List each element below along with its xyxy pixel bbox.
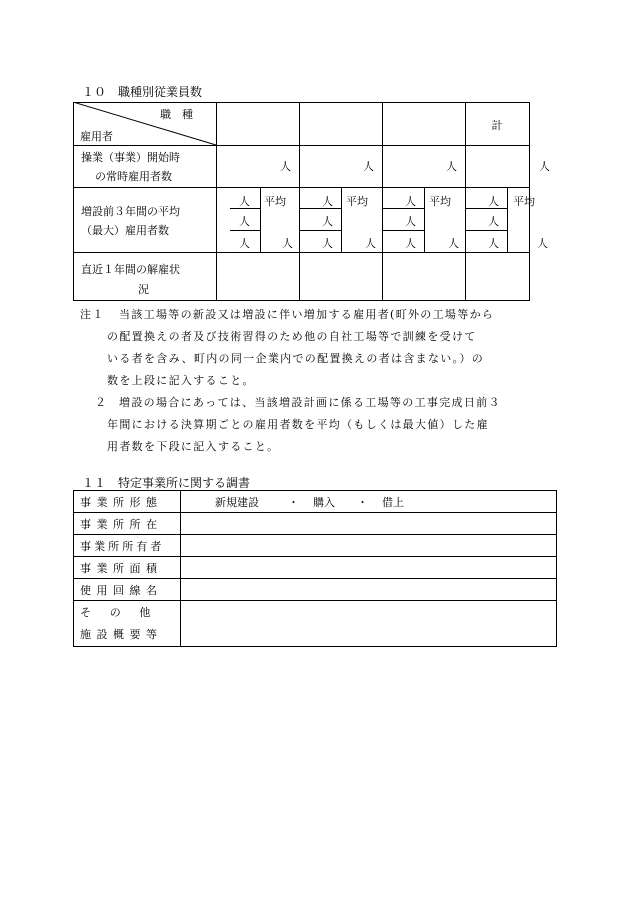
unit-label: 人 (239, 237, 250, 250)
unit-label: 人 (537, 237, 548, 250)
avg-label: 平均 (513, 195, 535, 208)
row-avg-line2: （最大）雇用者数 (81, 224, 169, 237)
unit-label: 人 (322, 195, 333, 208)
note-2-line: 年間における決算期ごとの雇用者数を平均（もしくは最大値）した雇 (107, 418, 489, 431)
row-dismiss-line2: 況 (138, 283, 149, 296)
row-start-line2: の常時雇用者数 (95, 170, 172, 183)
row-avg-line1: 増設前３年間の平均 (81, 205, 180, 218)
avg-label: 平均 (346, 195, 368, 208)
header-koyousha: 雇用者 (80, 130, 113, 143)
facility-label-location: 事業所所在 (80, 518, 163, 531)
avg-label: 平均 (429, 195, 451, 208)
facility-label-owner: 事業所所有者 (80, 540, 165, 553)
note-2-line: 増設の場合にあっては、当該増設計画に係る工場等の工事完成日前３ (119, 396, 501, 409)
unit-label: 人 (239, 215, 250, 228)
facility-label-form: 事業所形態 (80, 496, 163, 509)
unit-label: 人 (322, 215, 333, 228)
unit-label: 人 (282, 237, 293, 250)
unit-label: 人 (488, 215, 499, 228)
unit-label: 人 (239, 195, 250, 208)
unit-label: 人 (280, 160, 291, 173)
unit-label: 人 (363, 160, 374, 173)
unit-label: 人 (488, 237, 499, 250)
unit-label: 人 (448, 237, 459, 250)
note-1-line: の配置換えの者及び技術習得のため他の自社工場等で訓練を受けて (107, 330, 477, 343)
unit-label: 人 (405, 215, 416, 228)
row-dismiss-line1: 直近１年間の解雇状 (81, 263, 180, 276)
unit-label: 人 (405, 195, 416, 208)
note-1-label: 注１ (80, 308, 105, 321)
unit-label: 人 (446, 160, 457, 173)
unit-label: 人 (405, 237, 416, 250)
unit-label: 人 (488, 195, 499, 208)
note-1-line: いる者を含み、町内の同一企業内での配置換えの者は含まない。）の (107, 352, 485, 365)
header-total: 計 (491, 119, 503, 132)
note-2-line: 用者数を下段に記入すること。 (107, 440, 280, 453)
option-new-construction: 新規建設 (215, 496, 259, 509)
note-1-line: 当該工場等の新設又は増設に伴い増加する雇用者(町外の工場等から (119, 308, 495, 321)
facility-label-other: そ の 他 (80, 606, 155, 619)
header-shokushu: 職 種 (160, 108, 193, 121)
unit-label: 人 (365, 237, 376, 250)
option-separator: ・ (357, 496, 368, 509)
note-1-line: 数を上段に記入すること。 (107, 374, 255, 387)
unit-label: 人 (322, 237, 333, 250)
unit-label: 人 (539, 160, 550, 173)
facility-label-summary: 施設概要等 (80, 628, 163, 641)
section-10-title: １０ 職種別従業員数 (82, 85, 203, 99)
section-11-title: １１ 特定事業所に関する調書 (82, 476, 251, 490)
row-start-line1: 操業（事業）開始時 (81, 151, 180, 164)
option-separator: ・ (288, 496, 299, 509)
facility-label-area: 事業所面積 (80, 562, 163, 575)
option-lease: 借上 (382, 496, 404, 509)
option-purchase: 購入 (313, 496, 335, 509)
avg-label: 平均 (264, 195, 286, 208)
facility-label-line: 使用回線名 (80, 584, 163, 597)
note-2-label: ２ (95, 396, 108, 409)
